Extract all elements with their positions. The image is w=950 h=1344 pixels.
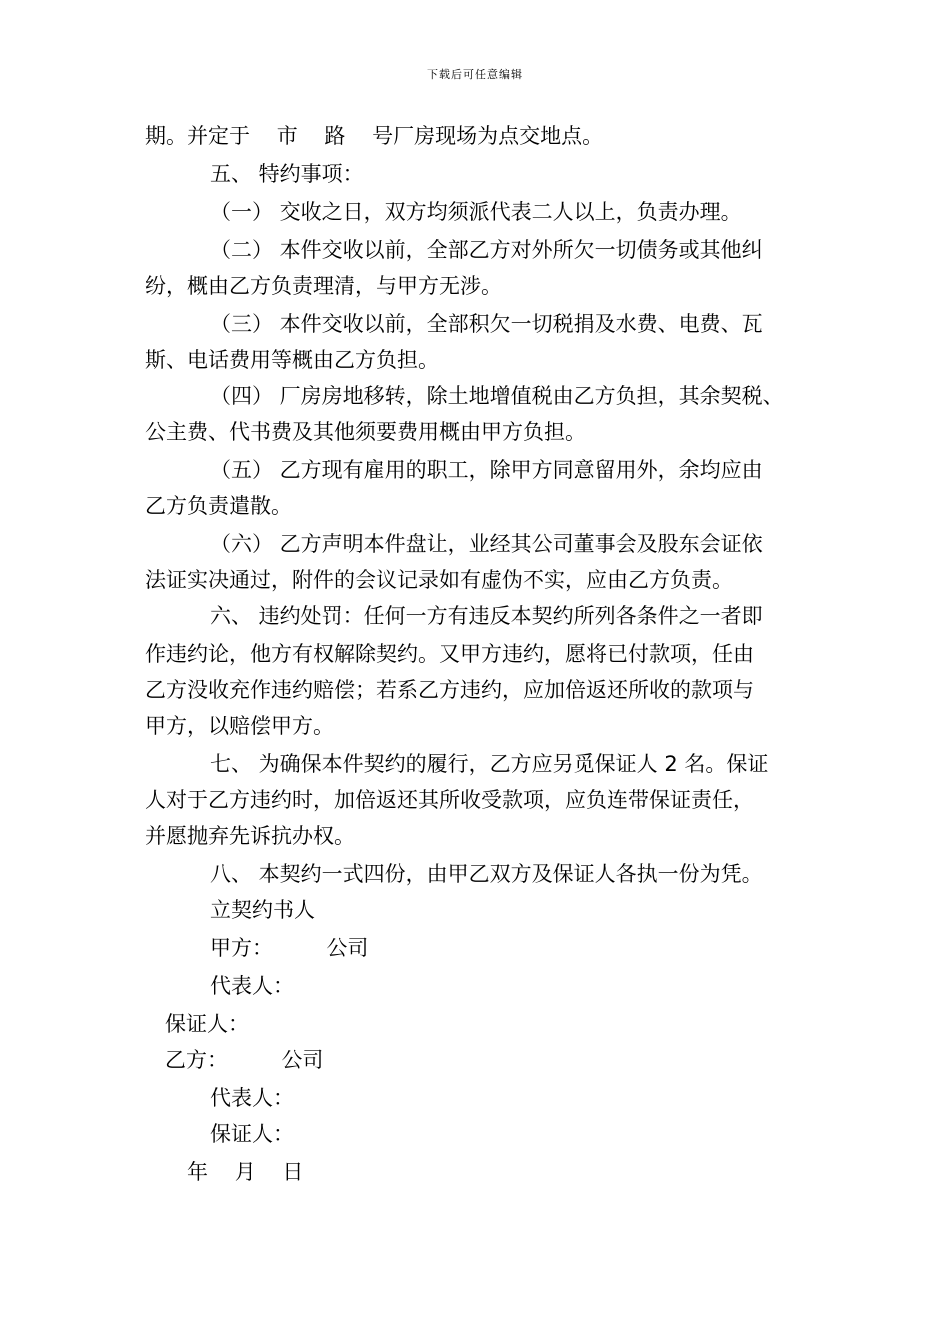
paragraph-line: （五） 乙方现有雇用的职工，除甲方同意留用外，余均应由 <box>210 458 763 482</box>
paragraph-line: 作违约论，他方有权解除契约。又甲方违约，愿将已付款项，任由 <box>145 642 754 666</box>
party-a-representative: 代表人： <box>210 974 294 998</box>
paragraph-line: 并愿抛弃先诉抗办权。 <box>145 824 355 848</box>
page-header: 下载后可任意编辑 <box>427 68 523 81</box>
paragraph-line: 期。并定于 市 路 号厂房现场为点交地点。 <box>145 124 604 148</box>
paragraph-line: 乙方没收充作违约赔偿；若系乙方违约，应加倍返还所收的款项与 <box>145 678 754 702</box>
section-heading: 七、 为确保本件契约的履行，乙方应另觅保证人 2 名。保证 <box>210 752 769 776</box>
paragraph-line: （一） 交收之日，双方均须派代表二人以上，负责办理。 <box>210 200 742 224</box>
paragraph-line: 乙方负责遣散。 <box>145 494 292 518</box>
paragraph-line: 斯、电话费用等概由乙方负担。 <box>145 348 439 372</box>
paragraph-line: 甲方，以赔偿甲方。 <box>145 714 334 738</box>
party-b-representative: 代表人： <box>210 1086 294 1110</box>
party-b-line: 乙方： 公司 <box>165 1048 324 1072</box>
section-heading: 六、 违约处罚：任何一方有违反本契约所列各条件之一者即 <box>210 604 763 628</box>
paragraph-line: 人对于乙方违约时，加倍返还其所收受款项，应负连带保证责任， <box>145 788 754 812</box>
paragraph-line: 纷，概由乙方负责理清，与甲方无涉。 <box>145 274 502 298</box>
paragraph-line: （六） 乙方声明本件盘让，业经其公司董事会及股东会证依 <box>210 532 763 556</box>
date-line: 年 月 日 <box>187 1160 304 1184</box>
paragraph-line: 法证实决通过，附件的会议记录如有虚伪不实，应由乙方负责。 <box>145 568 733 592</box>
party-a-guarantor: 保证人： <box>165 1012 249 1036</box>
signature-title: 立契约书人 <box>210 898 315 922</box>
section-heading: 八、 本契约一式四份，由甲乙双方及保证人各执一份为凭。 <box>210 862 763 886</box>
paragraph-line: 公主费、代书费及其他须要费用概由甲方负担。 <box>145 420 586 444</box>
party-b-guarantor: 保证人： <box>210 1122 294 1146</box>
paragraph-line: （三） 本件交收以前，全部积欠一切税捐及水费、电费、瓦 <box>210 312 763 336</box>
section-heading: 五、 特约事项： <box>210 162 364 186</box>
party-a-line: 甲方： 公司 <box>210 936 369 960</box>
paragraph-line: （二） 本件交收以前，全部乙方对外所欠一切债务或其他纠 <box>210 238 763 262</box>
paragraph-line: （四） 厂房房地移转，除土地增值税由乙方负担，其余契税、 <box>210 384 784 408</box>
